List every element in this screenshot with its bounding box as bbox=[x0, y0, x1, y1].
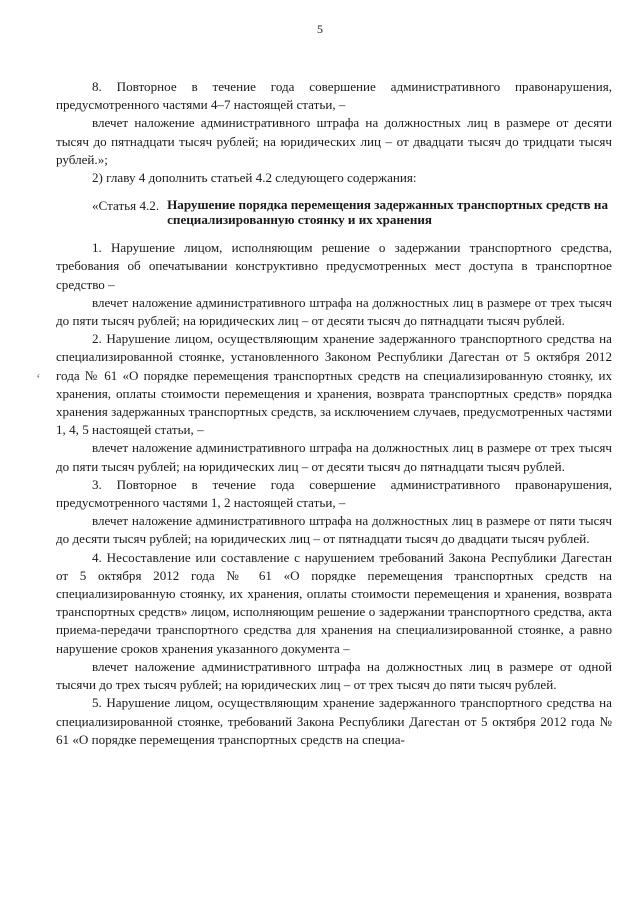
paragraph: влечет наложение административного штрафа на должностных лиц в размере от трех тысяч до пяти тысяч рублей; на юридических лиц – от десяти тысяч до пятнадцати тысяч рублей. bbox=[56, 294, 612, 329]
paragraph: 2) главу 4 дополнить статьей 4.2 следующего содержания: bbox=[92, 170, 417, 186]
paragraph: влечет наложение административного штрафа на должностных лиц в размере от десяти тысяч до пятнадцати тысяч рублей; на юридических лиц – от двадцати тысяч до тридцати тысяч рублей.»; bbox=[56, 115, 612, 167]
paragraph: 8. Повторное в течение года совершение административного правонарушения, предусмотренного частями 4–7 настоящей статьи, – bbox=[56, 79, 612, 113]
document-body bbox=[56, 78, 612, 749]
article-title: Нарушение порядка перемещения задержанных транспортных средств на специализированную стоянку и их хранения bbox=[167, 197, 608, 228]
paragraph: 1. Нарушение лицом, исполняющим решение о задержании транспортного средства, требования об опечатывании конструктивно предусмотренных мест доступа в транспортное средство – bbox=[56, 240, 612, 292]
paragraph: 5. Нарушение лицом, осуществляющим хранение задержанного транспортного средства на специализированной стоянке, требований Закона Республики Дагестан от 5 октября 2012 года № 61 «О порядке перемещения транспортных средств на специа- bbox=[56, 695, 612, 747]
paragraph: влечет наложение административного штрафа на должностных лиц в размере от трех тысяч до пяти тысяч рублей; на юридических лиц – от десяти тысяч до пятнадцати тысяч рублей. bbox=[56, 440, 612, 474]
margin-mark: ‘ bbox=[36, 372, 41, 387]
paragraph: влечет наложение административного штрафа на должностных лиц в размере от одной тысячи до трех тысяч рублей; на юридических лиц – от трех тысяч до пяти тысяч рублей. bbox=[56, 658, 612, 693]
article-label: «Статья 4.2. bbox=[92, 198, 160, 214]
paragraph: 4. Несоставление или составление с нарушением требований Закона Республики Дагестан от 5 октября 2012 года № 61 «О порядке перемещения транспортных средств на специализированную стоянку, их хранения, оплаты стоимости перемещения и хранения, возврата транспортных средств» лицом, исполняющим решение о задержании транспортного средства, акта приема-передачи транспортного средства для хранения на специализированной стоянке, а равно нарушение сроков хранения указанного документа – bbox=[56, 549, 612, 656]
paragraph: 2. Нарушение лицом, осуществляющим хранение задержанного транспортного средства на специализированной стоянке, установленного Законом Республики Дагестан от 5 октября 2012 года № 61 «О порядке перемещения транспортных средств на специализированную стоянку, их хранения, оплаты стоимости перемещения и хранения, возврата транспортных средств» порядка хранения задержанных транспортных средств, за исключением случаев, предусмотренных частями 1, 4, 5 настоящей статьи, – bbox=[56, 331, 612, 438]
paragraph: влечет наложение административного штрафа на должностных лиц в размере от пяти тысяч до десяти тысяч рублей; на юридических лиц – от пятнадцати тысяч до двадцати тысяч рублей. bbox=[56, 513, 612, 547]
paragraph: 3. Повторное в течение года совершение административного правонарушения, предусмотренного частями 1, 2 настоящей статьи, – bbox=[56, 476, 612, 511]
article-heading bbox=[56, 197, 612, 227]
page-number: 5 bbox=[317, 22, 323, 36]
